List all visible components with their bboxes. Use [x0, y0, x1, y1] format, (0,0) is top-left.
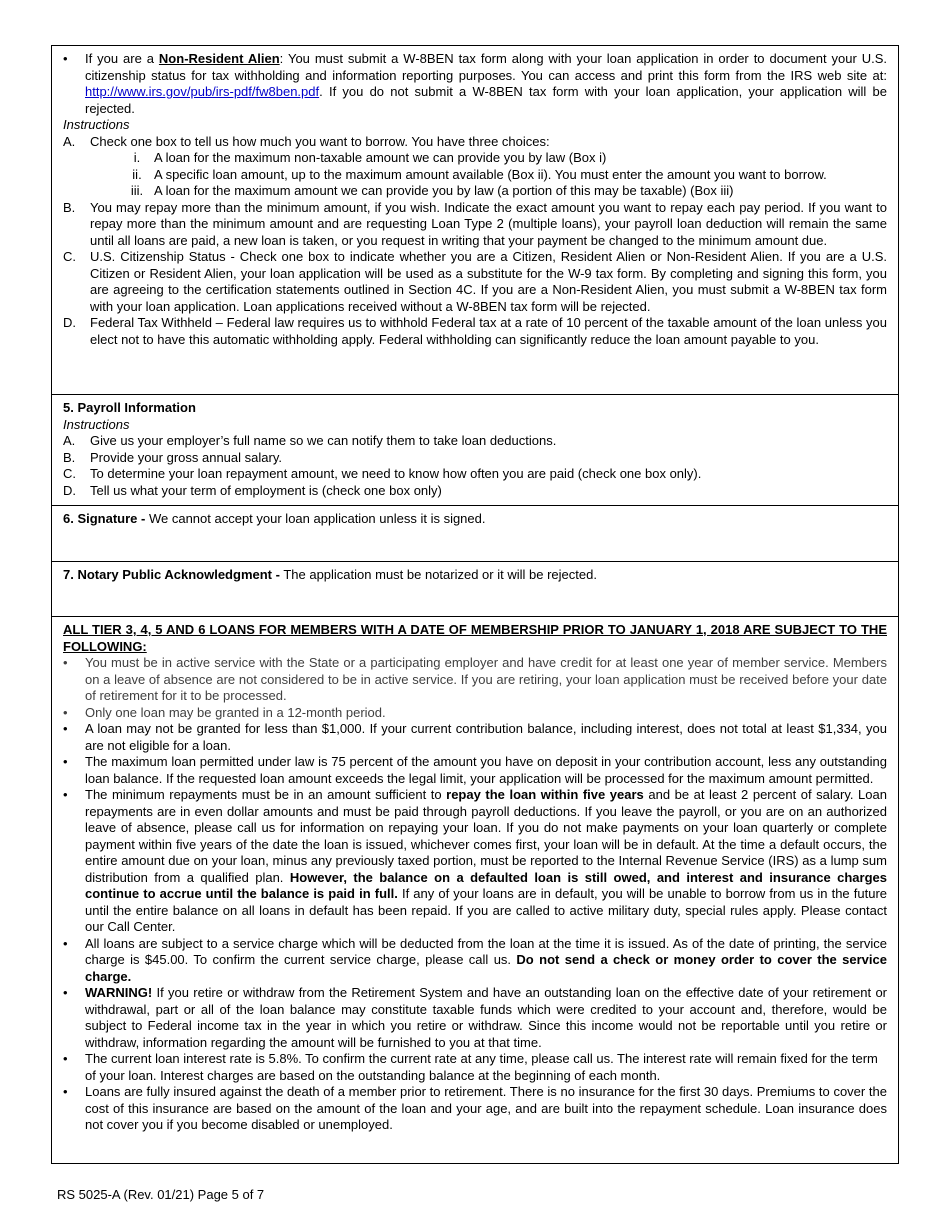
form-frame	[51, 45, 899, 1164]
section-4-instructions	[52, 46, 898, 395]
list-item: B. Provide your gross annual salary.	[63, 449, 282, 465]
list-item: • A loan may not be granted for less than $1,000. If your current contribution balance, including interest, does not total at least $1,334, you are not eligible for a loan.	[63, 721, 887, 753]
section-heading: ALL TIER 3, 4, 5 AND 6 LOANS FOR MEMBERS WITH A DATE OF MEMBERSHIP PRIOR TO JANUARY 1, 2018 ARE SUBJECT TO THE FOLLOWING:	[63, 622, 887, 654]
list-item: D. Federal Tax Withheld – Federal law requires us to withhold Federal tax at a rate of 10 percent of the taxable amount of the loan unless you elect not to have this automatic withholding apply. Federal withholding can significantly reduce the loan amount payable to you.	[63, 315, 887, 347]
list-item: A. Check one box to tell us how much you want to borrow. You have three choices:	[63, 133, 550, 149]
loan-terms-section	[52, 617, 898, 1138]
non-resident-alien-note: If you are a Non-Resident Alien: You must submit a W-8BEN tax form along with your loan application in order to document your U.S. citizenship status for tax withholding and information reporting purposes. You can access and print this form from the IRS web site at: http://www.irs.gov/pub/irs-pdf/fw8ben.pdf. If you do not submit a W-8BEN tax form with your loan application, your application will be rejected.	[85, 51, 887, 116]
list-item: • Only one loan may be granted in a 12-month period.	[63, 704, 386, 720]
list-item: i. A loan for the maximum non-taxable amount we can provide you by law (Box i)	[133, 150, 607, 165]
list-item: • The minimum repayments must be in an amount sufficient to repay the loan within five years and be at least 2 percent of salary. Loan repayments are in even dollar amounts and must be paid through payroll deductions. If you leave the payroll, or you are on an authorized leave of absence, please call us for information on repaying your loan. If you do not make payments on your loan quarterly or complete payment within five years of the date the loan is issued, whichever comes first, your loan will be in default. At the time a default occurs, the entire amount due on your loan, minus any previously taxed portion, must be reported to the Internal Revenue Service (IRS) as a lump sum distribution from a qualified plan. However, the balance on a defaulted loan is still owed, and interest and insurance charges continue to accrue until the balance is paid in full. If any of your loans are in default, you will be unable to borrow from us in the future until the entire balance on all loans in default has been repaid. If you are called to active military duty, special rules apply. Please contact our Call Center.	[63, 787, 887, 934]
list-item: C. To determine your loan repayment amount, we need to know how often you are paid (check one box only).	[63, 466, 702, 481]
section-title: 5. Payroll Information	[63, 400, 196, 415]
list-item: • All loans are subject to a service charge which will be deducted from the loan at the time it is issued. As of the date of printing, the service charge is $45.00. To confirm the current service charge, please call us. Do not send a check or money order to cover the service charge.	[63, 935, 887, 984]
list-item: • Loans are fully insured against the death of a member prior to retirement. There is no insurance for the first 30 days. Premiums to cover the cost of this insurance are based on the amount of the loan and your age, and are built into the repayment schedule. Loan insurance does not cover you if you become disabled or unemployed.	[63, 1084, 887, 1132]
list-item	[63, 51, 887, 117]
page-footer: RS 5025-A (Rev. 01/21) Page 5 of 7	[57, 1187, 265, 1202]
list-item: C. U.S. Citizenship Status - Check one box to indicate whether you are a Citizen, Resident Alien or Non-Resident Alien. If you are a U.S. Citizen or Resident Alien, your loan application will be used as a substitute for the W-9 tax form. By completing and signing this form, you are agreeing to the certification statements outlined in Section 4C. If you are a Non-Resident Alien, you must submit a W-8BEN tax form with your loan application. Loan applications received without a W-8BEN tax form will be rejected.	[63, 249, 887, 314]
list-item: ii. A specific loan amount, up to the maximum amount available (Box ii). You must enter the amount you want to borrow.	[132, 166, 827, 182]
list-item: B. You may repay more than the minimum amount, if you wish. Indicate the exact amount you want to repay each pay period. If you want to repay more than the minimum amount and are requesting Loan Type 2 (multiple loans), your payroll loan deduction will remain the same until all loans are paid, a new loan is taken, or you request in writing that your payment be changed to the minimum amount due.	[63, 199, 887, 248]
instructions-label: Instructions	[63, 416, 130, 432]
list-item: • The maximum loan permitted under law is 75 percent of the amount you have on deposit in your contribution account, less any outstanding loan balance. If the requested loan amount exceeds the legal limit, your application will be processed for the maximum amount permitted.	[63, 754, 887, 786]
list-item: • The current loan interest rate is 5.8%. To confirm the current rate at any time, please call us. The interest rate will remain fixed for the term of your loan. Interest charges are based on the outstanding balance at the beginning of each month.	[63, 1051, 878, 1083]
list-item: iii. A loan for the maximum amount we can provide you by law (a portion of this may be taxable) (Box iii)	[130, 183, 734, 198]
irs-form-link[interactable]: http://www.irs.gov/pub/irs-pdf/fw8ben.pdf	[85, 84, 320, 99]
section-title: 7. Notary Public Acknowledgment -	[63, 567, 280, 582]
list-item: A. Give us your employer’s full name so we can notify them to take loan deductions.	[63, 433, 557, 448]
bullet: •	[63, 51, 68, 66]
section-title: 6. Signature -	[63, 511, 146, 526]
list-item: • You must be in active service with the State or a participating employer and have credit for at least one year of member service. Members on a leave of absence are not considered to be in active service. If you are retiring, your loan application must be received before your date of retirement for it to be processed.	[63, 655, 887, 703]
instructions-label: Instructions	[63, 117, 130, 132]
section-7-notary: 7. Notary Public Acknowledgment - The application must be notarized or it will be rejected.	[52, 562, 898, 617]
list-item: D. Tell us what your term of employment is (check one box only)	[63, 482, 442, 498]
list-item: • WARNING! If you retire or withdraw from the Retirement System and have an outstanding loan on the effective date of your retirement or withdrawal, part or all of the loan balance may constitute taxable funds which were credited to your account and, therefore, would be subject to Federal income tax in the year in which you retire or withdraw. Since this income would not be reportable until you retire or withdraw, information regarding the amount will be furnished to you at that time.	[63, 985, 887, 1050]
section-5-payroll	[52, 395, 898, 506]
section-6-signature: 6. Signature - We cannot accept your loan application unless it is signed.	[52, 506, 898, 562]
